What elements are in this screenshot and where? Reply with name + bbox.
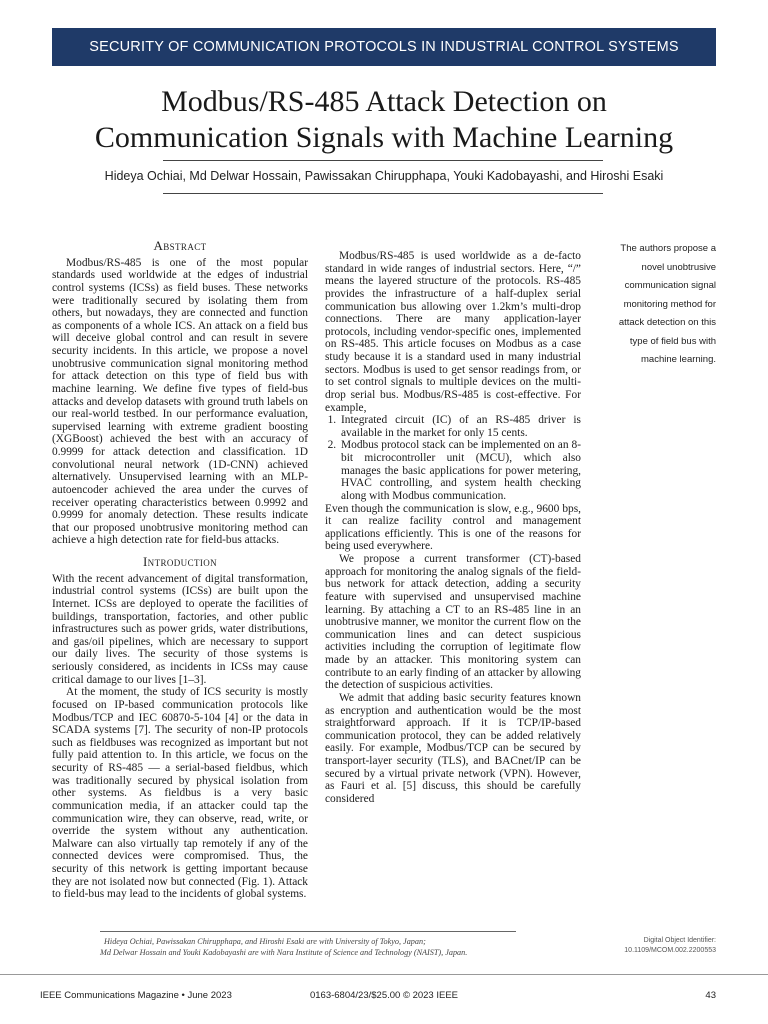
intro-paragraph-4: Even though the communication is slow, e.g., 9600 bps, it can realize facility control and management applications efficiently. This is one of the reasons for being used everywhere. xyxy=(325,502,581,553)
intro-paragraph-2: At the moment, the study of ICS security is mostly focused on IP-based communication protocols like Modbus/TCP and IEC 60870-5-104 [4] or the data in SCADA systems [7]. The security of non-IP protocols such as fieldbuses was recognized as important but not fully paid attention to. In this article, we focus on the security of RS-485 — a serial-based fieldbus, which was traditionally secured by physical isolation from other systems. As fieldbus is a very basic communication media, if an attacker could tap the communication wire, they can observe, read, write, or override the system without any authentication. Malware can also virtually tap remotely if any of the connected devices were compromised. Thus, the security of this network is getting important because they are not isolated now but connected (Fig. 1). Attack to field-bus may lead to the incidents of global systems. xyxy=(52,686,308,901)
doi-block xyxy=(596,936,716,956)
author-list: Hideya Ochiai, Md Delwar Hossain, Pawissakan Chirupphapa, Youki Kadobayashi, and Hiroshi Esaki xyxy=(104,169,664,183)
pull-quote: The authors propose a novel unobtrusive communication signal monitoring method for attack detection on this type of field bus with machine learning. xyxy=(618,243,716,365)
journal-name: IEEE Communications Magazine • June 2023 xyxy=(40,990,232,1001)
intro-paragraph-5: We propose a current transformer (CT)-based approach for monitoring the analog signals of the field-bus network for attack detection, adding a security feature with supervised and unsupervised machine learning. By attaching a CT to an RS-485 line in an unobtrusive manner, we monitor the current flow on the communication lines and can detect suspicious activities including the corruption of legitimate flow made by an attacker. This monitoring system can contribute to an early finding of an attacker by allowing the detection of suspicious activities. xyxy=(325,553,581,692)
copyright-line: 0163-6804/23/$25.00 © 2023 IEEE xyxy=(309,990,459,1001)
section-banner: SECURITY OF COMMUNICATION PROTOCOLS IN INDUSTRIAL CONTROL SYSTEMS xyxy=(52,28,716,66)
introduction-heading: Introduction xyxy=(142,554,218,569)
intro-paragraph-3: Modbus/RS-485 is used worldwide as a de-facto standard in wide ranges of industrial sectors. Here, “/” means the layered structure of the protocols. RS-485 provides the infrastructure of a half-duplex serial communication bus allowing over 1.2km’s multi-drop connections. There are many application-layer protocols, including vendor-specific ones, implemented on RS-485. This article focuses on Modbus as a case study because it is a standard used in many industrial sectors. Modbus is used to get sensor readings from, or to set control signals to multiple devices on the multi-drop serial bus. Modbus/RS-485 is cost-effective. For example, xyxy=(325,250,581,414)
intro-paragraph-6: We admit that adding basic security features known as encryption and authentication would be the most straightforward approach. If it is TCP/IP-based communication protocol, they can be added relatively easily. For example, Modbus/TCP can be secured by transport-layer security (TLS), and BACnet/IP can be secured by a virtual private network (VPN). However, as Fauri et al. [5] discuss, this should be carefully considered xyxy=(325,691,581,805)
page-number: 43 xyxy=(705,990,716,1001)
abstract-text: Modbus/RS-485 is one of the most popular standards used worldwide at the edges of industrial control systems (ICSs) as field buses. These networks were traditionally secured by isolating them from others, but nowadays, they are connected and function as components of a whole ICS. An attack on a field bus will deceive global control and can result in severe security incidents. In this article, we propose a novel unobtrusive communication signal monitoring method for attack detection on this type of field bus with machine learning. We define five types of field-bus attacks and develop datasets with ground truth labels on our real-world testbed. In our performance evaluation, supervised learning with extreme gradient boosting (XGBoost) achieved the best with an accuracy of 0.9999 for attack detection and classification. 1D convolutional neural network (1D-CNN) achieved alternatively. Unsupervised learning with an MLP-autoencoder achieved the area under the curves of receiver operating characteristics between 0.9992 and 0.9999 for anomaly detection. These results indicate that our proposed unobtrusive monitoring method can achieve a high detection rate for field-bus attacks. xyxy=(52,256,308,547)
intro-paragraph-1: With the recent advancement of digital transformation, industrial control systems (ICSs) are built upon the Internet. ICSs are deployed to operate the facilities of buildings, transportation, factories, and other public infrastructures such as power grids, water distributions, and gas/oil pipelines, which are necessary to support our daily lives. The security of those systems is seriously considered, as incidents in ICSs may cause critical damage to our lives [1–3]. xyxy=(52,572,308,686)
list-item: 1. Integrated circuit (IC) of an RS-485 driver is available in the market for only 15 cents. xyxy=(339,414,581,439)
doi-value: 10.1109/MCOM.002.2200553 xyxy=(624,947,716,954)
page-footer-divider xyxy=(0,974,768,975)
doi-label: Digital Object Identifier: xyxy=(643,937,716,944)
list-item: 2. Modbus protocol stack can be implemented on an 8-bit microcontroller unit (MCU), which also manages the basic applications for power metering, HVAC controlling, and system health checking along with Modbus communication. xyxy=(339,439,581,502)
abstract-heading: Abstract xyxy=(153,238,207,253)
author-divider xyxy=(163,193,603,194)
column-right xyxy=(325,250,581,806)
cost-list xyxy=(325,414,581,502)
footnote-divider xyxy=(100,931,516,932)
title-line-1: Modbus/RS-485 Attack Detection on xyxy=(161,85,607,118)
column-left xyxy=(52,240,308,901)
author-affiliations xyxy=(100,936,560,958)
article-title xyxy=(40,84,728,156)
affiliation-line-2: Md Delwar Hossain and Youki Kadobayashi are with Nara Institute of Science and Technology (NAIST), Japan. xyxy=(100,948,468,957)
title-line-2: Communication Signals with Machine Learning xyxy=(94,121,674,154)
affiliation-line-1: Hideya Ochiai, Pawissakan Chirupphapa, and Hiroshi Esaki are with University of Tokyo, Japan; xyxy=(104,937,426,946)
title-divider xyxy=(163,160,603,161)
